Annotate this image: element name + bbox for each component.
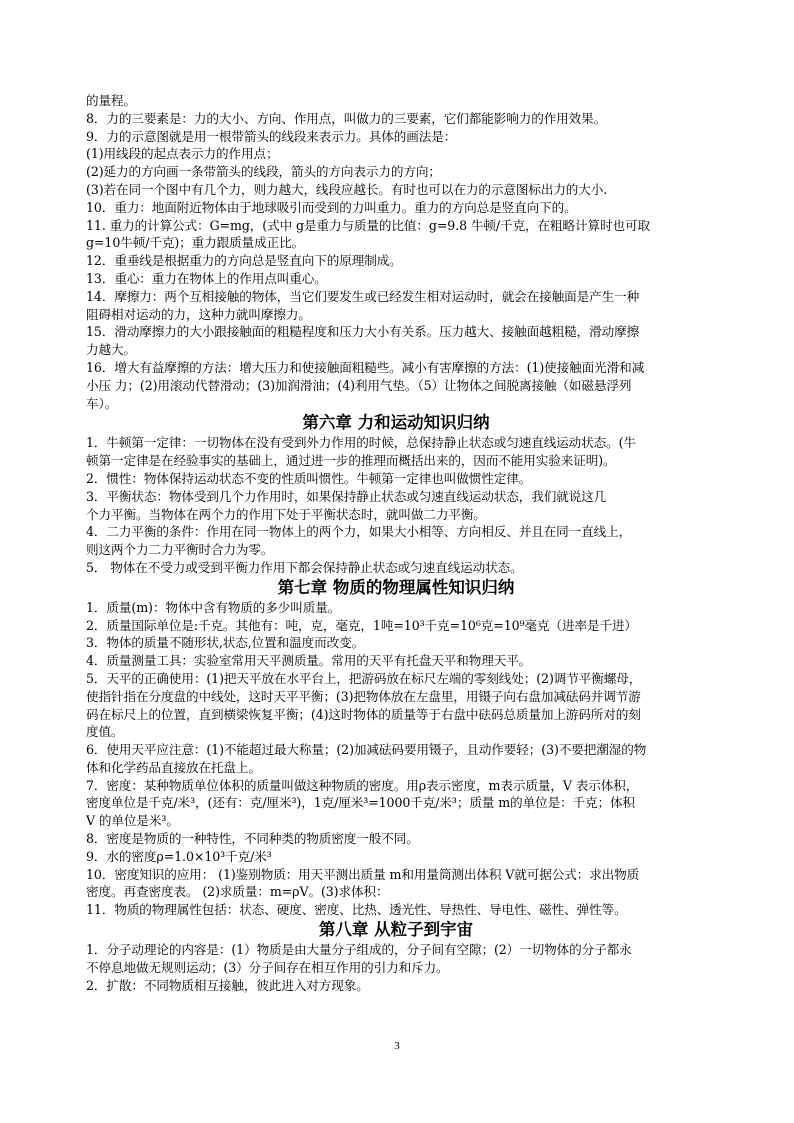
text-line: 12．重垂线是根据重力的方向总是竖直向下的原理制成。: [86, 253, 402, 269]
text-line: (2)延力的方向画一条带箭头的线段，箭头的方向表示力的方向；: [86, 164, 441, 180]
section-chapter5-tail: [86, 92, 706, 412]
text-line: 16．增大有益摩擦的方法：增大压力和使接触面粗糙些。减小有害摩擦的方法：(1)使接触面光滑和减: [86, 359, 645, 375]
text-line: 2．惯性：物体保持运动状态不变的性质叫惯性。牛顿第一定律也叫做惯性定律。: [86, 470, 532, 486]
text-line: 11．物质的物理属性包括：状态、硬度、密度、比热、透光性、导热性、导电性、磁性、弹性等。: [86, 902, 627, 918]
text-line: 阻碍相对运动的力，这种力就叫摩擦力。: [86, 306, 311, 322]
text-line: 码在标尺上的位置，直到横梁恢复平衡；(4)这时物体的质量等于右盘中砝码总质量加上游码所对的刻: [86, 706, 641, 722]
text-line: 9．水的密度ρ=1.0×10³千克/米³: [86, 848, 272, 864]
text-line: 6．使用天平应注意：(1)不能超过最大称量；(2)加减砝码要用镊子，且动作要轻；(3)不要把潮湿的物: [86, 742, 647, 758]
chapter-6-heading: 第六章 力和运动知识归纳: [302, 413, 490, 433]
text-line: 密度。再查密度表。 (2)求质量：m=ρV。(3)求体积：: [86, 884, 389, 900]
text-line: g=10牛顿/千克)；重力跟质量成正比。: [86, 235, 305, 251]
text-line: 1．牛顿第一定律：一切物体在没有受到外力作用的时候，总保持静止状态或匀速直线运动状态。(牛: [86, 435, 636, 451]
section-chapter8: [86, 941, 706, 994]
text-line: V 的单位是米³。: [86, 813, 179, 829]
text-line: 体和化学药品直接放在托盘上。: [86, 759, 261, 775]
text-line: 13．重心：重力在物体上的作用点叫重心。: [86, 270, 327, 286]
text-line: 8．力的三要素是：力的大小、方向、作用点，叫做力的三要素，它们都能影响力的作用效果。: [86, 110, 607, 126]
page-number: 3: [394, 1040, 400, 1052]
text-line: 3．平衡状态：物体受到几个力作用时，如果保持静止状态或匀速直线运动状态，我们就说这几: [86, 488, 607, 504]
text-line: 11. 重力的计算公式：G=mg，(式中 g是重力与质量的比值：g=9.8 牛顿/千克，在粗略计算时也可取: [86, 217, 650, 233]
section-chapter7: [86, 599, 706, 919]
text-line: 8．密度是物质的一种特性，不同种类的物质密度一般不同。: [86, 831, 419, 847]
text-line: 力越大。: [86, 342, 136, 358]
text-line: 7．密度：某种物质单位体积的质量叫做这种物质的密度。用ρ表示密度，m表示质量，V 表示体积，: [86, 777, 639, 793]
text-line: 顿第一定律是在经验事实的基础上，通过进一步的推理而概括出来的，因而不能用实验来证明)。: [86, 453, 616, 469]
text-line: 3．物体的质量不随形状,状态,位置和温度而改变。: [86, 635, 365, 651]
chapter-7-heading: 第七章 物质的物理属性知识归纳: [277, 577, 515, 597]
text-line: 1．质量(m)：物体中含有物质的多少叫质量。: [86, 599, 341, 615]
text-line: 2．质量国际单位是:千克。其他有：吨，克，毫克，1吨=10³千克=10⁶克=10⁹毫克（进率是千进）: [86, 617, 637, 633]
section-chapter6: [86, 434, 706, 576]
text-line: 度值。: [86, 724, 124, 740]
text-line: 1．分子动理论的内容是：(1）物质是由大量分子组成的，分子间有空隙；(2）一切物体的分子都永: [86, 942, 632, 958]
text-line: 小压 力；(2)用滚动代替滑动；(3)加润滑油；(4)利用气垫。（5）让物体之间脱离接触（如磁悬浮列: [86, 377, 632, 393]
text-line: 车）。: [86, 395, 118, 411]
text-line: (3)若在同一个图中有几个力，则力越大，线段应越长。有时也可以在力的示意图标出力的大小.: [86, 181, 608, 197]
text-line: 密度单位是千克/米³，(还有：克/厘米³)，1克/厘米³=1000千克/米³；质量 m的单位是：千克；体积: [86, 795, 636, 811]
text-line: 5．天平的正确使用：(1)把天平放在水平台上，把游码放在标尺左端的零刻线处；(2)调节平衡螺母，: [86, 670, 642, 686]
document-page: [86, 92, 706, 994]
text-line: 个力平衡。当物体在两个力的作用下处于平衡状态时，就叫做二力平衡。: [86, 506, 486, 522]
text-line: 则这两个力二力平衡时合力为零。: [86, 542, 274, 558]
text-line: 15．滑动摩擦力的大小跟接触面的粗糙程度和压力大小有关系。压力越大、接触面越粗糙，滑动摩擦: [86, 324, 640, 340]
text-line: 不停息地做无规则运动；(3）分子间存在相互作用的引力和斥力。: [86, 959, 449, 975]
text-line: 使指针指在分度盘的中线处，这时天平平衡；(3)把物体放在左盘里，用镊子向右盘加减砝码并调节游: [86, 688, 641, 704]
text-line: 10．密度知识的应用： (1)鉴别物质：用天平测出质量 m和用量筒测出体积 V就可据公式：求出物质: [86, 866, 640, 882]
text-line: 10．重力：地面附近物体由于地球吸引而受到的力叫重力。重力的方向总是竖直向下的。: [86, 199, 577, 215]
text-line: 的量程。: [86, 93, 136, 108]
text-line: 4．二力平衡的条件：作用在同一物体上的两个力，如果大小相等、方向相反、并且在同一直线上，: [86, 524, 632, 540]
chapter-8-heading: 第八章 从粒子到宇宙: [318, 920, 474, 940]
text-line: 14．摩擦力：两个互相接触的物体，当它们要发生或已经发生相对运动时，就会在接触面是产生一种: [86, 288, 640, 304]
text-line: 2．扩散：不同物质相互接触，彼此进入对方现象。: [86, 977, 369, 993]
text-line: 9．力的示意图就是用一根带箭头的线段来表示力。具体的画法是：: [86, 128, 457, 144]
text-line: 4．质量测量工具：实验室常用天平测质量。常用的天平有托盘天平和物理天平。: [86, 653, 532, 669]
text-line: 5． 物体在不受力或受到平衡力作用下都会保持静止状态或匀速直线运动状态。: [86, 559, 523, 575]
text-line: (1)用线段的起点表示力的作用点；: [86, 146, 279, 162]
